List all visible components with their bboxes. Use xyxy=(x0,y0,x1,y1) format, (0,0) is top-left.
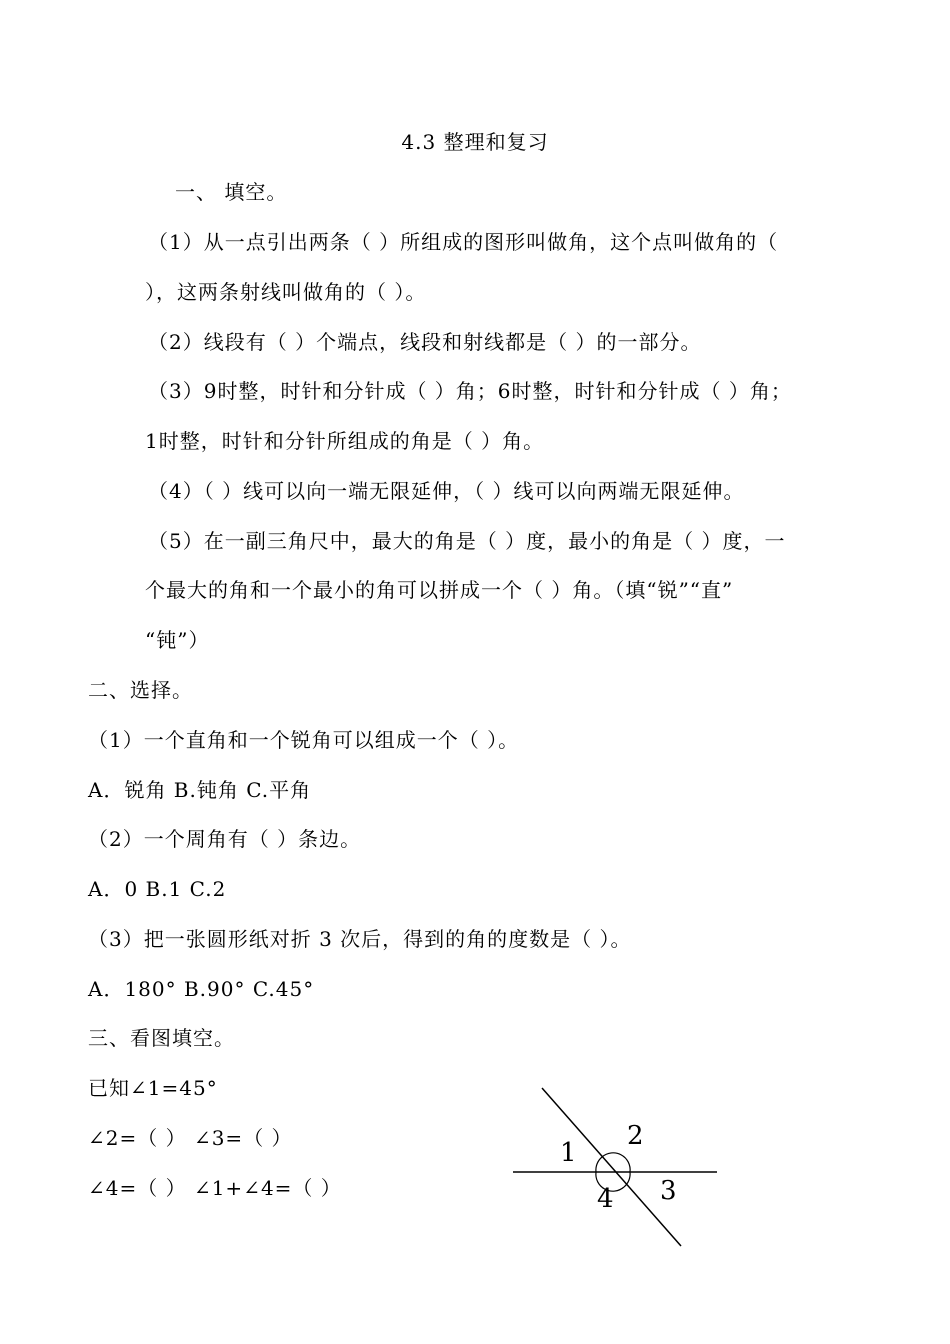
question-2-2-options: A．0 B.1 C.2 xyxy=(88,877,227,901)
angle-label-4: 4 xyxy=(597,1184,614,1214)
question-2-3: （3）把一张圆形纸对折 3 次后，得到的角的度数是（ ）。 xyxy=(88,927,632,951)
question-1-1-line2: ），这两条射线叫做角的（ ）。 xyxy=(145,280,427,304)
angle-2-arc xyxy=(602,1153,630,1172)
angle-blanks-line2: ∠4=（ ） ∠1+∠4=（ ） xyxy=(88,1176,342,1200)
angle-label-2: 2 xyxy=(627,1121,644,1151)
question-1-4: （4）（ ）线可以向一端无限延伸，（ ）线可以向两端无限延伸。 xyxy=(148,479,745,503)
question-1-5-line1: （5）在一副三角尺中，最大的角是（ ）度，最小的角是（ ）度，一 xyxy=(148,529,786,553)
question-2-2: （2）一个周角有（ ）条边。 xyxy=(88,827,362,851)
angle-3-arc xyxy=(624,1172,630,1187)
page-title: 4.3 整理和复习 xyxy=(401,130,549,154)
given-angle: 已知∠1=45° xyxy=(88,1076,218,1100)
question-1-3-line1: （3）9时整，时针和分针成（ ）角；6时整，时针和分针成（ ）角； xyxy=(148,379,792,403)
section2-heading: 二、选择。 xyxy=(88,678,193,702)
question-2-1-options: A．锐角 B.钝角 C.平角 xyxy=(88,778,312,802)
question-2-3-options: A．180° B.90° C.45° xyxy=(88,977,315,1001)
question-1-5-line2: 个最大的角和一个最小的角可以拼成一个（ ）角。（填“锐”“直” xyxy=(145,578,734,602)
question-2-1: （1）一个直角和一个锐角可以组成一个（ ）。 xyxy=(88,728,520,752)
intersecting-lines-diagram xyxy=(505,1080,725,1250)
angle-blanks-line1: ∠2=（ ） ∠3=（ ） xyxy=(88,1126,293,1150)
angle-label-1: 1 xyxy=(560,1138,577,1168)
question-1-2: （2）线段有（ ）个端点，线段和射线都是（ ）的一部分。 xyxy=(148,330,702,354)
angle-1-arc xyxy=(596,1157,602,1172)
question-1-3-line2: 1时整，时针和分针所组成的角是（ ）角。 xyxy=(145,429,545,453)
angle-label-3: 3 xyxy=(660,1176,677,1206)
section3-heading: 三、看图填空。 xyxy=(88,1026,235,1050)
question-1-1-line1: （1）从一点引出两条（ ）所组成的图形叫做角，这个点叫做角的（ xyxy=(148,230,779,254)
section1-heading: 一、 填空。 xyxy=(175,180,288,204)
question-1-5-line3: “钝”） xyxy=(145,628,210,652)
